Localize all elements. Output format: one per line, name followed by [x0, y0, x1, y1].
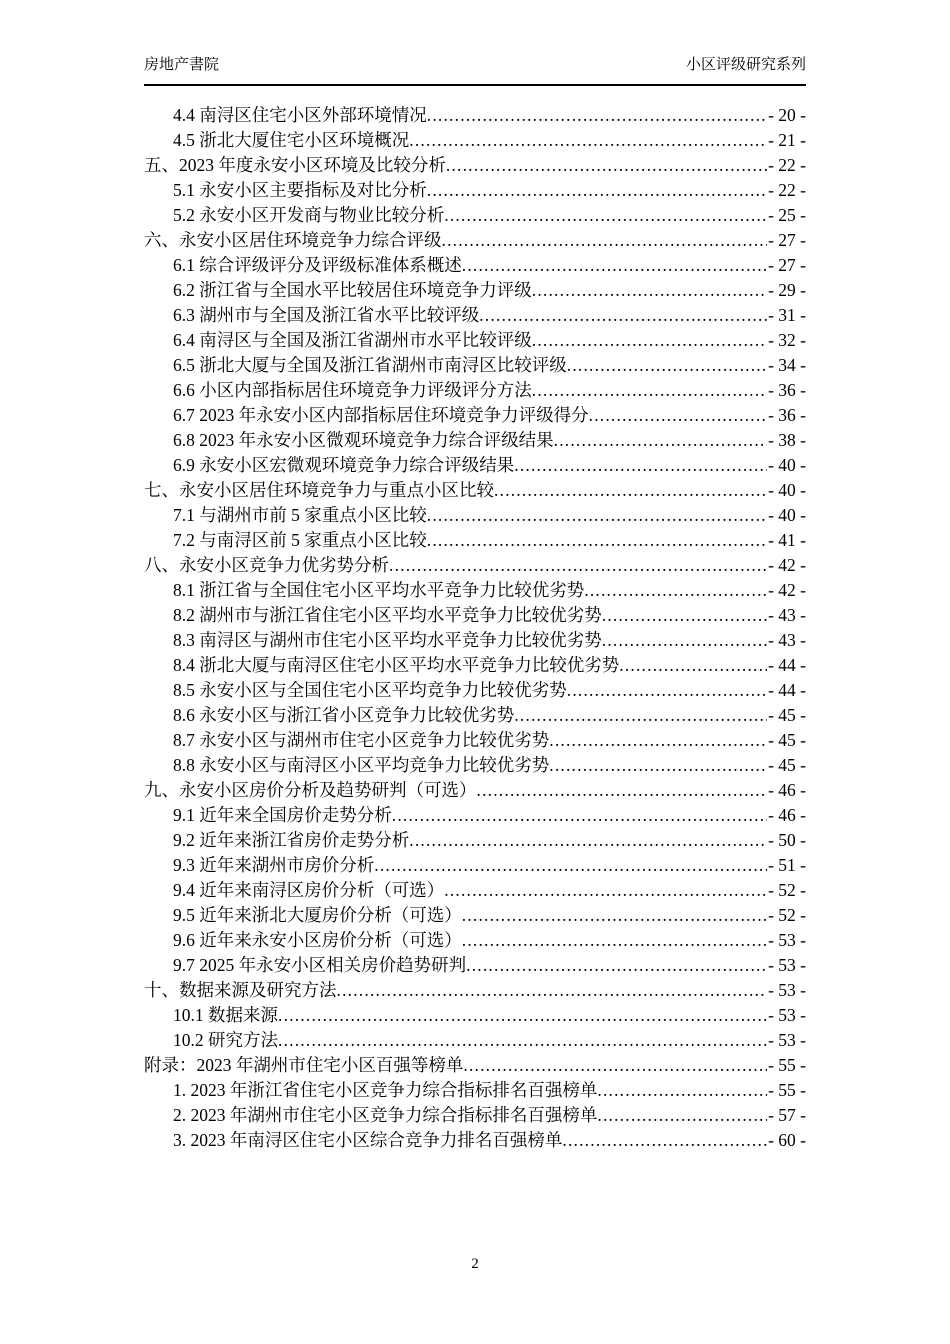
toc-entry-page: - 36 -: [768, 380, 806, 400]
toc-entry-page: - 20 -: [768, 105, 806, 125]
toc-entry[interactable]: [144, 578, 806, 603]
toc-entry[interactable]: [144, 353, 806, 378]
toc-entry[interactable]: [144, 828, 806, 853]
toc-entry-page: - 53 -: [768, 1030, 806, 1050]
toc-entry[interactable]: [144, 978, 806, 1003]
toc-entry-title: 6.7 2023 年永安小区内部指标居住环境竞争力评级得分: [173, 405, 589, 425]
toc-entry[interactable]: [144, 278, 806, 303]
toc-entry-title: 8.2 湖州市与浙江省住宅小区平均水平竞争力比较优劣势: [173, 605, 602, 625]
toc-entry-page: - 52 -: [768, 905, 806, 925]
toc-entry-page: - 44 -: [768, 680, 806, 700]
dot-leader: [462, 903, 767, 928]
header-left-label: 房地产書院: [144, 56, 220, 73]
toc-entry[interactable]: [144, 478, 806, 503]
toc-entry-page: - 22 -: [768, 155, 806, 175]
toc-entry-page: - 42 -: [768, 580, 806, 600]
dot-leader: [477, 778, 768, 803]
toc-entry[interactable]: [144, 228, 806, 253]
toc-entry-page: - 25 -: [768, 205, 806, 225]
toc-entry[interactable]: [144, 103, 806, 128]
toc-entry-title: 6.9 永安小区宏微观环境竞争力综合评级结果: [173, 455, 515, 475]
toc-entry-title: 4.5 浙北大厦住宅小区环境概况: [173, 130, 410, 150]
toc-entry[interactable]: [144, 678, 806, 703]
toc-entry-page: - 36 -: [768, 405, 806, 425]
toc-entry-page: - 41 -: [768, 530, 806, 550]
toc-entry[interactable]: [144, 1078, 806, 1103]
dot-leader: [278, 1028, 767, 1053]
dot-leader: [463, 1053, 767, 1078]
dot-leader: [567, 678, 767, 703]
dot-leader: [462, 253, 767, 278]
toc-entry[interactable]: [144, 1103, 806, 1128]
toc-entry-title: 7.2 与南浔区前 5 家重点小区比较: [173, 530, 427, 550]
dot-leader: [427, 503, 767, 528]
toc-entry-page: - 43 -: [768, 605, 806, 625]
toc-entry[interactable]: [144, 878, 806, 903]
toc-entry-title: 7.1 与湖州市前 5 家重点小区比较: [173, 505, 427, 525]
dot-leader: [278, 1003, 767, 1028]
toc-entry-page: - 40 -: [768, 505, 806, 525]
toc-entry-title: 9.6 近年来永安小区房价分析（可选）: [173, 930, 462, 950]
dot-leader: [532, 328, 767, 353]
dot-leader: [442, 228, 768, 253]
toc-entry[interactable]: [144, 803, 806, 828]
toc-entry-title: 8.6 永安小区与浙江省小区竞争力比较优劣势: [173, 705, 515, 725]
page-footer: [0, 1256, 950, 1273]
dot-leader: [584, 578, 767, 603]
toc-entry[interactable]: [144, 928, 806, 953]
toc-entry[interactable]: [144, 628, 806, 653]
toc-entry-title: 8.3 南浔区与湖州市住宅小区平均水平竞争力比较优劣势: [173, 630, 602, 650]
toc-entry-page: - 51 -: [768, 855, 806, 875]
dot-leader: [409, 128, 767, 153]
dot-leader: [602, 628, 767, 653]
toc-entry-title: 6.4 南浔区与全国及浙江省湖州市水平比较评级: [173, 330, 532, 350]
toc-entry[interactable]: [144, 753, 806, 778]
toc-entry[interactable]: [144, 1028, 806, 1053]
toc-entry[interactable]: [144, 153, 806, 178]
toc-entry[interactable]: [144, 1128, 806, 1153]
toc-entry-page: - 27 -: [768, 255, 806, 275]
page-number: 2: [471, 1256, 479, 1272]
toc-entry-page: - 55 -: [768, 1055, 806, 1075]
dot-leader: [462, 928, 767, 953]
toc-entry-title: 5.2 永安小区开发商与物业比较分析: [173, 205, 445, 225]
toc-entry-page: - 42 -: [768, 555, 806, 575]
dot-leader: [619, 653, 767, 678]
toc-entry[interactable]: [144, 378, 806, 403]
toc-entry-title: 9.3 近年来湖州市房价分析: [173, 855, 375, 875]
toc-entry-page: - 46 -: [768, 780, 806, 800]
dot-leader: [427, 528, 767, 553]
toc-entry-title: 七、永安小区居住环境竞争力与重点小区比较: [144, 480, 494, 500]
dot-leader: [567, 353, 767, 378]
toc-entry-page: - 34 -: [768, 355, 806, 375]
toc-entry-title: 9.4 近年来南浔区房价分析（可选）: [173, 880, 445, 900]
dot-leader: [374, 853, 767, 878]
toc-entry[interactable]: [144, 203, 806, 228]
dot-leader: [514, 703, 767, 728]
toc-entry-page: - 40 -: [768, 455, 806, 475]
toc-entry-page: - 53 -: [768, 1005, 806, 1025]
dot-leader: [494, 478, 767, 503]
toc-entry[interactable]: [144, 653, 806, 678]
toc-entry-page: - 40 -: [768, 480, 806, 500]
toc-entry[interactable]: [144, 303, 806, 328]
toc-entry-title: 9.7 2025 年永安小区相关房价趋势研判: [173, 955, 467, 975]
toc-entry-title: 10.1 数据来源: [173, 1005, 278, 1025]
dot-leader: [427, 178, 767, 203]
toc-entry-page: - 45 -: [768, 730, 806, 750]
toc-entry-page: - 46 -: [768, 805, 806, 825]
dot-leader: [389, 553, 767, 578]
toc-entry[interactable]: [144, 953, 806, 978]
toc-entry[interactable]: [144, 853, 806, 878]
dot-leader: [562, 1128, 767, 1153]
dot-leader: [514, 453, 767, 478]
dot-leader: [409, 828, 767, 853]
dot-leader: [466, 953, 767, 978]
running-header: [144, 55, 806, 86]
toc-entry-page: - 22 -: [768, 180, 806, 200]
toc-entry-title: 6.3 湖州市与全国及浙江省水平比较评级: [173, 305, 480, 325]
toc-entry-title: 五、2023 年度永安小区环境及比较分析: [144, 155, 446, 175]
toc-entry-page: - 44 -: [768, 655, 806, 675]
dot-leader: [444, 203, 767, 228]
dot-leader: [444, 878, 767, 903]
dot-leader: [479, 303, 767, 328]
toc-entry-title: 9.2 近年来浙江省房价走势分析: [173, 830, 410, 850]
toc-entry-title: 1. 2023 年浙江省住宅小区竞争力综合指标排名百强榜单: [173, 1080, 598, 1100]
toc-entry-page: - 31 -: [768, 305, 806, 325]
header-right-label: 小区评级研究系列: [685, 56, 806, 73]
dot-leader: [427, 103, 767, 128]
toc-entry[interactable]: [144, 178, 806, 203]
toc-entry[interactable]: [144, 778, 806, 803]
toc-entry-page: - 55 -: [768, 1080, 806, 1100]
toc-entry-title: 8.1 浙江省与全国住宅小区平均水平竞争力比较优劣势: [173, 580, 585, 600]
toc-entry-title: 6.5 浙北大厦与全国及浙江省湖州市南浔区比较评级: [173, 355, 567, 375]
toc-entry-page: - 38 -: [768, 430, 806, 450]
toc-entry-title: 8.4 浙北大厦与南浔区住宅小区平均水平竞争力比较优劣势: [173, 655, 620, 675]
toc-entry-page: - 43 -: [768, 630, 806, 650]
dot-leader: [337, 978, 768, 1003]
toc-entry-page: - 32 -: [768, 330, 806, 350]
dot-leader: [392, 803, 767, 828]
dot-leader: [597, 1103, 767, 1128]
toc-entry[interactable]: [144, 1053, 806, 1078]
toc-entry-page: - 53 -: [768, 955, 806, 975]
toc-entry[interactable]: [144, 403, 806, 428]
toc-entry[interactable]: [144, 128, 806, 153]
toc-entry-title: 八、永安小区竞争力优劣势分析: [144, 555, 389, 575]
toc-entry-title: 9.5 近年来浙北大厦房价分析（可选）: [173, 905, 462, 925]
toc-entry[interactable]: [144, 253, 806, 278]
toc-entry[interactable]: [144, 553, 806, 578]
toc-entry[interactable]: [144, 703, 806, 728]
toc-entry[interactable]: [144, 528, 806, 553]
toc-entry[interactable]: [144, 728, 806, 753]
toc-entry-page: - 53 -: [768, 980, 806, 1000]
toc-entry-title: 5.1 永安小区主要指标及对比分析: [173, 180, 427, 200]
toc-entry[interactable]: [144, 1003, 806, 1028]
table-of-contents: [144, 103, 806, 1153]
dot-leader: [554, 428, 767, 453]
toc-entry[interactable]: [144, 328, 806, 353]
toc-entry-title: 2. 2023 年湖州市住宅小区竞争力综合指标排名百强榜单: [173, 1105, 598, 1125]
toc-entry-title: 九、永安小区房价分析及趋势研判（可选）: [144, 780, 477, 800]
toc-entry-page: - 60 -: [768, 1130, 806, 1150]
toc-entry-title: 8.7 永安小区与湖州市住宅小区竞争力比较优劣势: [173, 730, 550, 750]
toc-entry-title: 8.8 永安小区与南浔区小区平均竞争力比较优劣势: [173, 755, 550, 775]
toc-entry-page: - 57 -: [768, 1105, 806, 1125]
toc-entry-page: - 45 -: [768, 705, 806, 725]
dot-leader: [532, 378, 767, 403]
toc-entry-page: - 53 -: [768, 930, 806, 950]
toc-entry-title: 8.5 永安小区与全国住宅小区平均竞争力比较优劣势: [173, 680, 567, 700]
dot-leader: [549, 753, 767, 778]
toc-entry[interactable]: [144, 503, 806, 528]
toc-entry[interactable]: [144, 903, 806, 928]
toc-entry-page: - 50 -: [768, 830, 806, 850]
toc-entry-title: 6.6 小区内部指标居住环境竞争力评级评分方法: [173, 380, 532, 400]
dot-leader: [549, 728, 767, 753]
toc-entry-title: 十、数据来源及研究方法: [144, 980, 337, 1000]
toc-entry[interactable]: [144, 603, 806, 628]
toc-entry-page: - 29 -: [768, 280, 806, 300]
toc-entry-page: - 21 -: [768, 130, 806, 150]
toc-entry-title: 3. 2023 年南浔区住宅小区综合竞争力排名百强榜单: [173, 1130, 563, 1150]
toc-entry-title: 10.2 研究方法: [173, 1030, 278, 1050]
dot-leader: [446, 153, 767, 178]
dot-leader: [602, 603, 767, 628]
toc-entry-title: 6.1 综合评级评分及评级标准体系概述: [173, 255, 462, 275]
toc-entry-title: 6.2 浙江省与全国水平比较居住环境竞争力评级: [173, 280, 532, 300]
toc-entry-title: 六、永安小区居住环境竞争力综合评级: [144, 230, 442, 250]
toc-entry-title: 9.1 近年来全国房价走势分析: [173, 805, 392, 825]
toc-entry-page: - 52 -: [768, 880, 806, 900]
toc-entry[interactable]: [144, 428, 806, 453]
toc-entry-page: - 45 -: [768, 755, 806, 775]
toc-entry[interactable]: [144, 453, 806, 478]
dot-leader: [532, 278, 767, 303]
toc-entry-page: - 27 -: [768, 230, 806, 250]
toc-entry-title: 6.8 2023 年永安小区微观环境竞争力综合评级结果: [173, 430, 554, 450]
toc-entry-title: 4.4 南浔区住宅小区外部环境情况: [173, 105, 427, 125]
dot-leader: [597, 1078, 767, 1103]
dot-leader: [589, 403, 767, 428]
toc-entry-title: 附录：2023 年湖州市住宅小区百强等榜单: [144, 1055, 464, 1075]
